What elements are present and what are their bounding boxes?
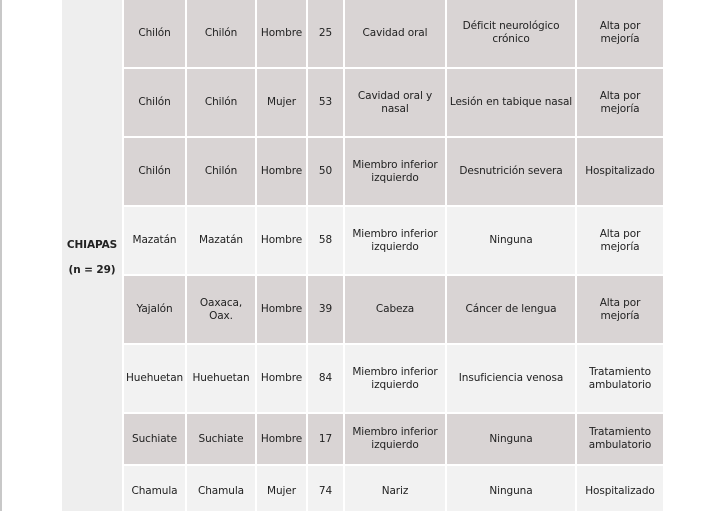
cell-sexo: Hombre: [256, 275, 307, 344]
cell-sexo: Hombre: [256, 0, 307, 68]
cell-desenlace: Hospitalizado: [576, 465, 664, 511]
cell-region: Miembro inferior izquierdo: [344, 413, 446, 465]
cell-municipio: Chamula: [123, 465, 186, 511]
table-row: [61, 413, 664, 465]
cell-edad: 53: [307, 68, 344, 137]
cell-desenlace: Alta por mejoría: [576, 68, 664, 137]
table-row: [61, 137, 664, 206]
table-row: [61, 344, 664, 413]
table-row: [61, 0, 664, 68]
cell-desenlace: Alta por mejoría: [576, 275, 664, 344]
cases-table: [60, 0, 665, 511]
cell-desenlace: Tratamiento ambulatorio: [576, 413, 664, 465]
cell-comorbilidad: Cáncer de lengua: [446, 275, 576, 344]
cell-comorbilidad: Lesión en tabique nasal: [446, 68, 576, 137]
table-row: [61, 206, 664, 275]
cell-residencia: Huehuetan: [186, 344, 256, 413]
cell-municipio: Huehuetan: [123, 344, 186, 413]
cell-sexo: Hombre: [256, 344, 307, 413]
table-row: [61, 465, 664, 511]
cell-residencia: Chilón: [186, 137, 256, 206]
cell-residencia: Chilón: [186, 0, 256, 68]
cell-region: Cabeza: [344, 275, 446, 344]
cell-residencia: Suchiate: [186, 413, 256, 465]
cell-edad: 50: [307, 137, 344, 206]
cell-residencia: Chamula: [186, 465, 256, 511]
cell-edad: 58: [307, 206, 344, 275]
cell-comorbilidad: Ninguna: [446, 413, 576, 465]
cell-region: Cavidad oral: [344, 0, 446, 68]
cell-municipio: Suchiate: [123, 413, 186, 465]
cell-sexo: Mujer: [256, 465, 307, 511]
page-left-border: [0, 0, 2, 511]
cell-sexo: Hombre: [256, 206, 307, 275]
cell-residencia: Oaxaca, Oax.: [186, 275, 256, 344]
state-count: (n = 29): [68, 264, 116, 276]
cell-comorbilidad: Insuficiencia venosa: [446, 344, 576, 413]
cell-residencia: Mazatán: [186, 206, 256, 275]
cell-edad: 74: [307, 465, 344, 511]
cell-comorbilidad: Déficit neurológico crónico: [446, 0, 576, 68]
cell-municipio: Mazatán: [123, 206, 186, 275]
state-name: CHIAPAS: [66, 239, 118, 251]
cell-region: Nariz: [344, 465, 446, 511]
cell-sexo: Mujer: [256, 68, 307, 137]
cell-sexo: Hombre: [256, 413, 307, 465]
cell-municipio: Chilón: [123, 68, 186, 137]
cell-municipio: Chilón: [123, 137, 186, 206]
table-row: [61, 275, 664, 344]
cell-edad: 25: [307, 0, 344, 68]
cell-desenlace: Hospitalizado: [576, 137, 664, 206]
cell-comorbilidad: Desnutrición severa: [446, 137, 576, 206]
table-row: [61, 68, 664, 137]
cell-region: Miembro inferior izquierdo: [344, 137, 446, 206]
cell-region: Miembro inferior izquierdo: [344, 206, 446, 275]
cell-municipio: Chilón: [123, 0, 186, 68]
cell-desenlace: Alta por mejoría: [576, 206, 664, 275]
cell-desenlace: Tratamiento ambulatorio: [576, 344, 664, 413]
cell-comorbilidad: Ninguna: [446, 465, 576, 511]
cell-edad: 84: [307, 344, 344, 413]
cell-municipio: Yajalón: [123, 275, 186, 344]
cell-desenlace: Alta por mejoría: [576, 0, 664, 68]
cell-comorbilidad: Ninguna: [446, 206, 576, 275]
state-cell: [61, 0, 123, 511]
cell-edad: 39: [307, 275, 344, 344]
cell-residencia: Chilón: [186, 68, 256, 137]
table-body: [61, 0, 664, 511]
cell-region: Cavidad oral y nasal: [344, 68, 446, 137]
cell-region: Miembro inferior izquierdo: [344, 344, 446, 413]
cell-sexo: Hombre: [256, 137, 307, 206]
cell-edad: 17: [307, 413, 344, 465]
